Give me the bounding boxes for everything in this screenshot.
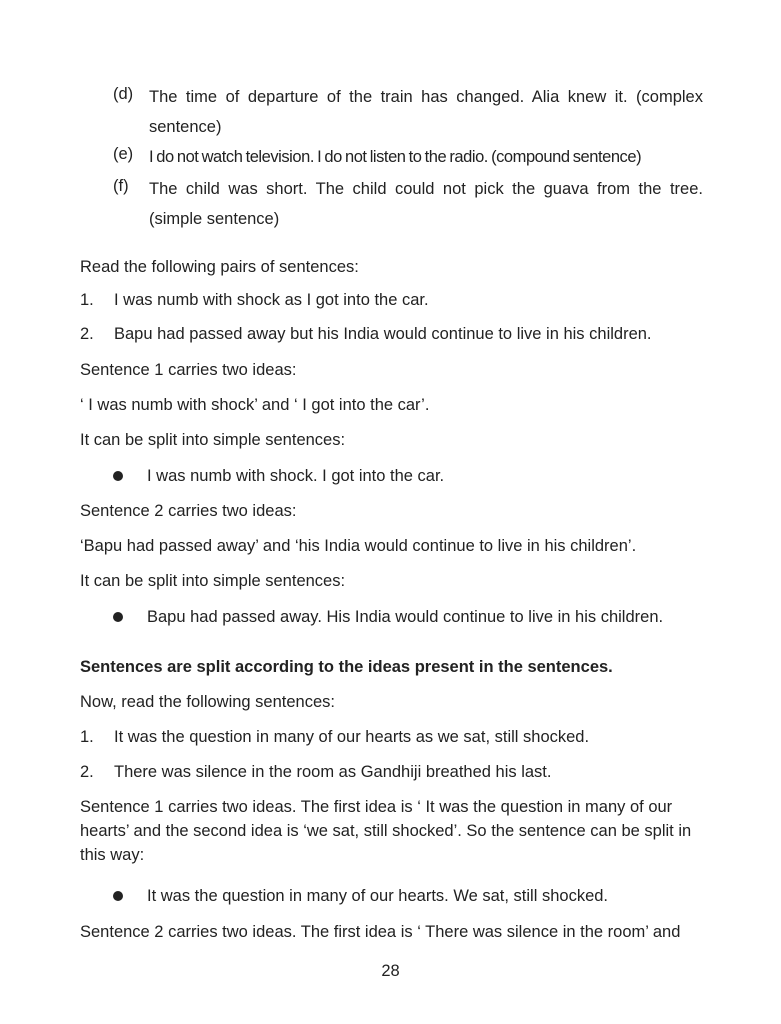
sentence-2-ideas-label: Sentence 2 carries two ideas:	[80, 502, 297, 520]
sentence-1-explanation: Sentence 1 carries two ideas. The first idea is ‘ It was the question in many of our hearts’ and the second idea is ‘we sat, still shocked’. So the sentence can be split in this way:	[80, 798, 692, 864]
sentence-1-ideas: ‘ I was numb with shock’ and ‘ I got into the car’.	[80, 396, 430, 414]
numbered-sentence-2	[80, 322, 652, 346]
numbered-sentence-4	[80, 760, 551, 784]
exercise-label: (d)	[113, 85, 134, 103]
bullet-icon	[113, 891, 123, 901]
exercise-text: The time of departure of the train has changed. Alia knew it. (complex sentence)	[149, 88, 703, 136]
exercise-text: The child was short. The child could not pick the guava from the tree. (simple sentence)	[149, 180, 703, 228]
bullet-text: It was the question in many of our hearts. We sat, still shocked.	[147, 887, 609, 905]
sentence-text: I was numb with shock as I got into the car.	[114, 291, 429, 309]
bullet-icon	[113, 612, 123, 622]
rule-heading: Sentences are split according to the ideas present in the sentences.	[80, 658, 613, 676]
page-number: 28	[381, 962, 400, 980]
bullet-item-1	[113, 464, 444, 488]
exercise-label: (e)	[113, 145, 134, 163]
bullet-text: Bapu had passed away. His India would continue to live in his children.	[147, 608, 664, 626]
exercise-label: (f)	[113, 177, 129, 195]
bullet-item-2	[113, 605, 663, 629]
sentence-2-ideas: ‘Bapu had passed away’ and ‘his India would continue to live in his children’.	[80, 537, 637, 555]
bullet-item-3	[113, 884, 608, 908]
exercise-text: I do not watch television. I do not listen to the radio. (compound sentence)	[149, 148, 642, 166]
exercise-item-d	[113, 82, 703, 142]
sentence-text: There was silence in the room as Gandhiji breathed his last.	[114, 763, 552, 781]
sentence-number: 1.	[80, 728, 94, 746]
sentence-text: Bapu had passed away but his India would continue to live in his children.	[114, 325, 652, 343]
sentence-number: 2.	[80, 325, 94, 343]
sentence-text: It was the question in many of our hearts as we sat, still shocked.	[114, 728, 590, 746]
intro-text: Read the following pairs of sentences:	[80, 258, 359, 276]
sentence-number: 1.	[80, 291, 94, 309]
bullet-icon	[113, 471, 123, 481]
sentence-2-split-label: It can be split into simple sentences:	[80, 572, 346, 590]
exercise-item-e	[113, 142, 703, 172]
bullet-text: I was numb with shock. I got into the car.	[147, 467, 445, 485]
sentence-1-split-label: It can be split into simple sentences:	[80, 431, 346, 449]
sentence-2-explanation: Sentence 2 carries two ideas. The first idea is ‘ There was silence in the room’ and	[80, 923, 681, 941]
intro-text-2: Now, read the following sentences:	[80, 693, 335, 711]
sentence-number: 2.	[80, 763, 94, 781]
exercise-item-f	[113, 174, 703, 234]
numbered-sentence-1	[80, 288, 429, 312]
sentence-1-ideas-label: Sentence 1 carries two ideas:	[80, 361, 297, 379]
numbered-sentence-3	[80, 725, 589, 749]
